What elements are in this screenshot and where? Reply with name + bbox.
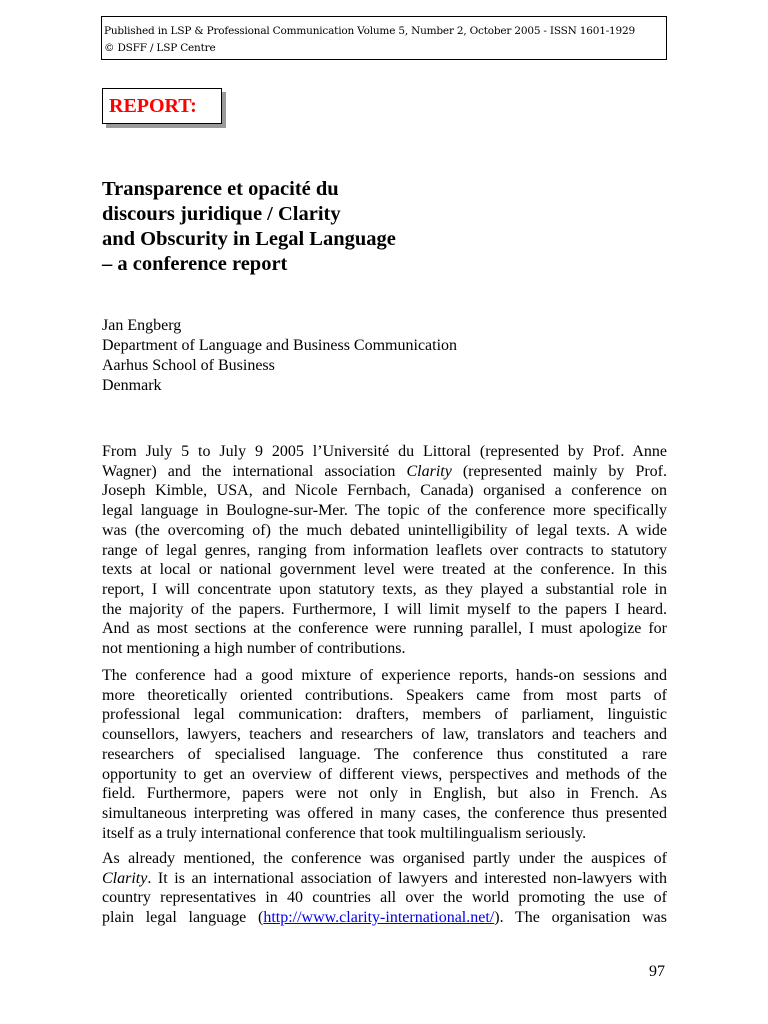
text-line: counsellors, lawyers, teachers and researchers of law, translators and teachers and	[102, 726, 667, 744]
paragraph-intro	[102, 442, 667, 659]
text-line	[102, 908, 667, 928]
text-line: the majority of the papers. Furthermore, I will limit myself to the papers I heard.	[102, 600, 667, 618]
paragraph-clarity-association	[102, 849, 667, 928]
text-line: Joseph Kimble, USA, and Nicole Fernbach, Canada) organised a conference on	[102, 482, 667, 500]
text-line: researchers of specialised language. The conference thus constituted a rare	[102, 745, 667, 763]
clarity-italic: Clarity	[102, 869, 148, 887]
text-span: ). The organisation was	[494, 909, 667, 927]
paragraph-conference-mixture	[102, 666, 667, 843]
title-line: and Obscurity in Legal Language	[102, 228, 396, 250]
text-line: The conference had a good mixture of experience reports, hands-on sessions and	[102, 667, 667, 684]
text-line: report, I will concentrate upon statutory texts, as they played a substantial role in	[102, 580, 667, 598]
report-label: REPORT:	[102, 88, 222, 124]
clarity-website-link[interactable]: http://www.clarity-international.net/	[263, 909, 495, 927]
text-line: was (the overcoming of) the much debated unintelligibility of legal texts. A wide	[102, 521, 667, 539]
text-line: more theoretically oriented contributions. Speakers came from most parts of	[102, 686, 667, 704]
text-line: legal language in Boulogne-sur-Mer. The topic of the conference more specifically	[102, 502, 667, 520]
text-span: plain legal language (	[102, 909, 264, 927]
text-line: itself as a truly international conference that took multilingualism seriously.	[102, 824, 587, 842]
author-school: Aarhus School of Business	[102, 357, 275, 374]
copyright-line: © DSFF / LSP Centre	[104, 42, 216, 54]
author-name: Jan Engberg	[102, 317, 182, 334]
text-line: not mentioning a high number of contributions.	[102, 640, 406, 658]
text-line: As already mentioned, the conference was organised partly under the auspices of	[102, 850, 667, 867]
text-line: simultaneous interpreting was offered in many cases, the conference thus presented	[102, 804, 667, 822]
author-block	[102, 316, 457, 396]
text-line: country representatives in 40 countries all over the world promoting the use of	[102, 889, 667, 907]
text-line	[102, 462, 667, 482]
text-line: professional legal communication: drafters, members of parliament, linguistic	[102, 706, 667, 724]
author-department: Department of Language and Business Communication	[102, 337, 458, 354]
text-span: Wagner) and the international association	[102, 462, 407, 480]
text-line	[102, 869, 667, 889]
publication-info: Published in LSP & Professional Communication Volume 5, Number 2, October 2005 - ISSN 1601-1929	[104, 25, 635, 37]
title-line: – a conference report	[102, 253, 288, 275]
author-country: Denmark	[102, 377, 162, 394]
text-line: range of legal genres, ranging from information leaflets over contracts to statutory	[102, 541, 667, 559]
article-title	[102, 177, 622, 277]
text-line: field. Furthermore, papers were not only in English, but also in French. As	[102, 785, 667, 803]
title-line: Transparence et opacité du	[102, 178, 339, 200]
text-span: . It is an international association of lawyers and interested non-lawyers with	[147, 869, 667, 887]
text-line: From July 5 to July 9 2005 l’Université du Littoral (represented by Prof. Anne	[102, 443, 667, 460]
text-line: opportunity to get an overview of different views, perspectives and methods of the	[102, 765, 667, 783]
page-number: 97	[649, 963, 665, 980]
clarity-italic: Clarity	[406, 462, 452, 480]
text-line: texts at local or national government level were treated at the conference. In this	[102, 561, 667, 579]
publication-header	[101, 16, 667, 60]
text-line: And as most sections at the conference were running parallel, I must apologize for	[102, 620, 667, 638]
title-line: discours juridique / Clarity	[102, 203, 341, 225]
text-span: (represented mainly by Prof.	[451, 462, 668, 480]
